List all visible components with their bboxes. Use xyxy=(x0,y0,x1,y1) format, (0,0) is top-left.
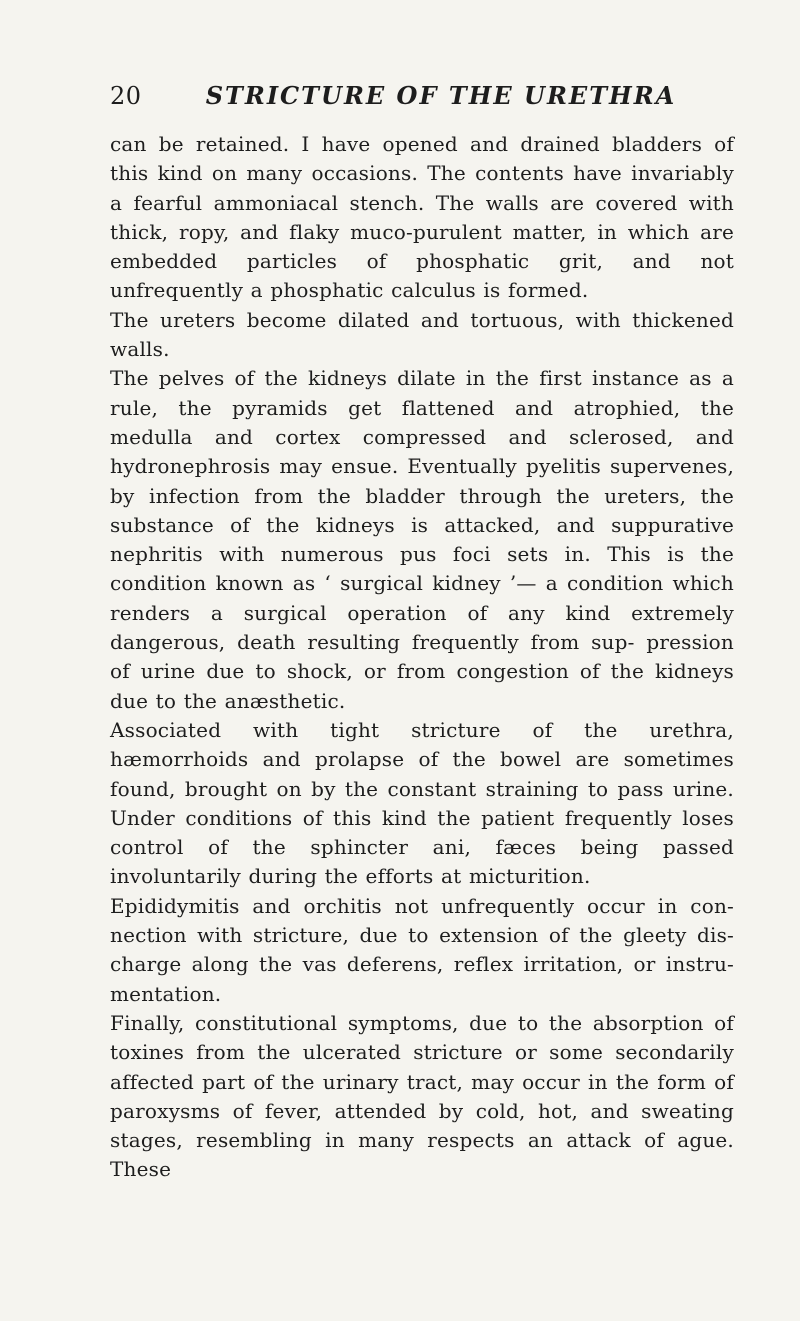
paragraph-4: Associated with tight stricture of the urethra, hæmorrhoids and prolapse of the bowel are sometimes found, brought on by the constant straining to pass urine. Under conditions of this kind the patient frequently loses control of the sphincter ani, fæces being passed involuntarily during the efforts at micturition. xyxy=(110,717,734,889)
paragraph-1: can be retained. I have opened and drained bladders of this kind on many occasions. The contents have invariably a fearful ammoniacal stench. The walls are covered with thick, ropy, and flaky muco-purulent matter, in which are embedded particles of phosphatic grit, and not unfrequently a phosphatic calculus is formed. xyxy=(110,132,734,303)
running-head xyxy=(110,80,732,112)
paragraph-6: Finally, constitutional symptoms, due to the absorption of toxines from the ulcerated stricture or some secondarily affected part of the urinary tract, may occur in the form of paroxysms of fever, attended by cold, hot, and sweating stages, resembling in many respects an attack of ague. These xyxy=(110,1010,734,1182)
running-title: STRICTURE OF THE URETHRA xyxy=(205,81,677,110)
paragraph-2: The ureters become dilated and tortuous, with thickened walls. xyxy=(110,307,734,362)
body-text xyxy=(110,130,734,1185)
paragraph-3: The pelves of the kidneys dilate in the first instance as a rule, the pyramids get flattened and atrophied, the medulla and cortex compressed and sclerosed, and hydronephrosis may ensue. Eventually pyelitis supervenes, by infection from the bladder through the ureters, the substance of the kidneys is attacked, and suppurative nephritis with numerous pus foci sets in. This is the condition known as ‘ surgical kidney ’— a condition which renders a surgical operation of any kind extremely dangerous, death resulting frequently from sup- pression of urine due to shock, or from congestion of the kidneys due to the anæsthetic. xyxy=(110,366,734,713)
page-number: 20 xyxy=(110,82,142,110)
paragraph-5: Epididymitis and orchitis not unfrequently occur in con- nection with stricture, due to extension of the gleety dis- charge along the vas deferens, reflex irritation, or instru- mentation. xyxy=(110,893,734,1006)
